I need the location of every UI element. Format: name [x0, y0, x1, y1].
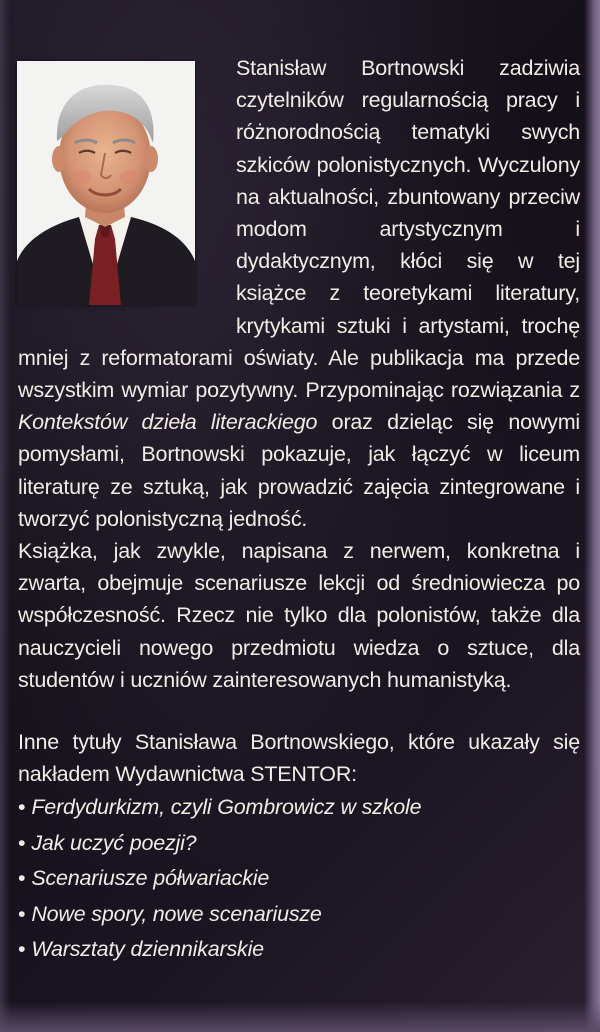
cover-bottom-edge	[0, 1002, 600, 1032]
title-name: Ferdydurkizm, czyli Gombrowicz w szkole	[31, 795, 422, 820]
list-item	[18, 826, 580, 862]
title-name: Nowe spory, nowe scenariusze	[31, 901, 322, 926]
book-title-reference: Kontekstów dzieła literackiego	[18, 410, 318, 435]
bullet-icon: •	[18, 937, 26, 962]
list-item	[18, 932, 580, 968]
title-name: Scenariusze półwariackie	[31, 866, 270, 891]
title-name: Warsztaty dziennikarskie	[31, 937, 264, 962]
bullet-icon: •	[18, 795, 26, 820]
back-cover-text	[18, 52, 580, 968]
bullet-icon: •	[18, 830, 26, 855]
description-text: Stanisław Bortnowski zadziwia czytelników regularnością pracy i różnorodnością tematyki swych szkiców polonistycznych. Wyczulony na aktualności, zbuntowany przeciw modom artystycznym i dydaktycznym, kłóci się w tej książce z teoretykami literatury, krytykami sztuki i artystami, trochę mniej z reformatorami oświaty. Ale publikacja ma przede wszystkim wymiar pozytywny. Przypominając rozwiązania z	[18, 56, 580, 403]
bullet-icon: •	[18, 866, 26, 891]
photo-text-wrap-spacer	[18, 52, 218, 314]
description-text-continued: oraz dzieląc się nowymi pomysłami, Bortnowski pokazuje, jak łączyć w liceum literaturę ze sztuką, jak prowadzić zajęcia zintegrowane i tworzyć polonistyczną jedność.	[18, 410, 580, 531]
cover-left-edge	[0, 0, 10, 1032]
description-paragraph-2: Książka, jak zwykle, napisana z nerwem, konkretna i zwarta, obejmuje scenariusze lekcji od średniowiecza po współczesność. Rzecz nie tylko dla polonistów, także dla nauczycieli nowego przedmiotu wiedza o sztuce, dla studentów i uczniów zainteresowanych humanistyką.	[18, 539, 580, 692]
title-name: Jak uczyć poezji?	[31, 830, 197, 855]
other-titles-list	[18, 790, 580, 968]
list-item	[18, 897, 580, 933]
other-titles-intro: Inne tytuły Stanisława Bortnowskiego, które ukazały się nakładem Wydawnictwa STENTOR:	[18, 730, 580, 787]
bullet-icon: •	[18, 901, 26, 926]
list-item	[18, 790, 580, 826]
cover-right-edge	[584, 0, 600, 1032]
list-item	[18, 861, 580, 897]
